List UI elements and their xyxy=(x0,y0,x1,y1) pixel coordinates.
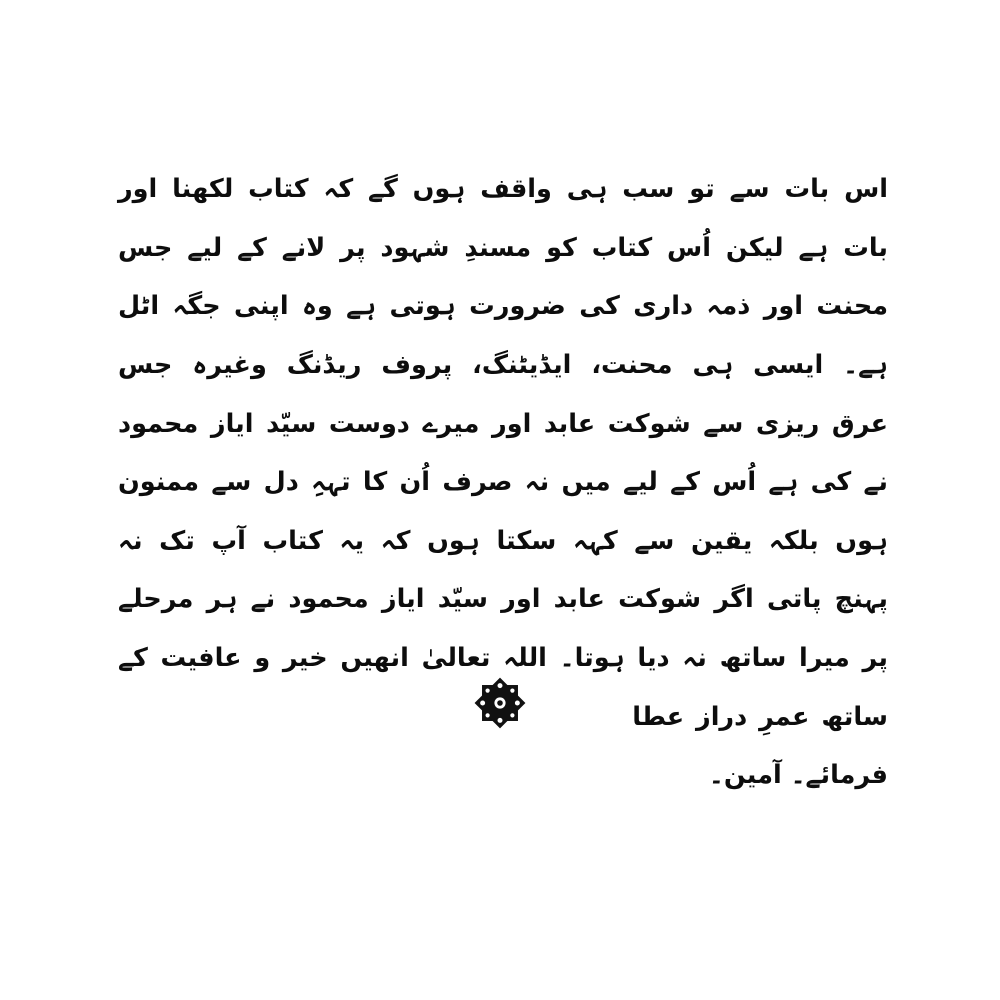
body-paragraph: اس بات سے تو سب ہی واقف ہوں گے کہ کتاب لکھنا اور بات ہے لیکن اُس کتاب کو مسندِ شہود پر لانے کے لیے جس محنت اور ذمہ داری کی ضرورت ہوتی ہے وہ اپنی جگہ اٹل ہے۔ ایسی ہی محنت، ایڈیٹنگ، پروف ریڈنگ وغیرہ جس عرق ریزی سے شوکت عابد اور میرے دوست سیّد ایاز محمود نے کی ہے اُس کے لیے میں نہ صرف اُن کا تہہِ دل سے ممنون ہوں بلکہ یقین سے کہہ سکتا ہوں کہ یہ کتاب آپ تک نہ پہنچ پاتی اگر شوکت عابد اور سیّد ایاز محمود نے ہر مرحلے پر میرا ساتھ نہ دیا ہوتا۔ اللہ تعالیٰ انھیں خیر و عافیت کے ساتھ عمرِ دراز عطا xyxy=(118,174,888,732)
eight-pointed-star-ornament-icon xyxy=(469,672,531,734)
ornament-container xyxy=(0,672,1000,734)
closing-line: فرمائے۔ آمین۔ xyxy=(708,760,888,791)
